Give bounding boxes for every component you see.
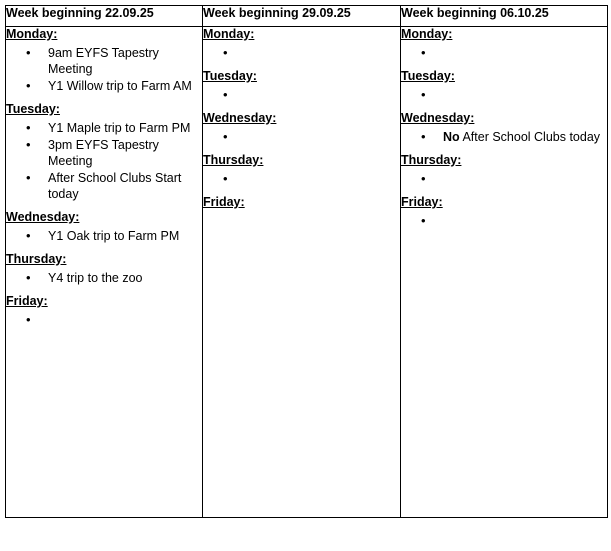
day-event-list xyxy=(401,87,607,103)
diary-dates-table xyxy=(5,5,608,518)
list-item-text: 9am EYFS Tapestry Meeting xyxy=(48,46,159,76)
day-event-list xyxy=(203,129,400,145)
day-label: Thursday: xyxy=(6,252,67,266)
day-event-list xyxy=(401,45,607,61)
table-body-row xyxy=(6,27,608,518)
list-item xyxy=(223,45,400,61)
list-item xyxy=(421,213,607,229)
table-header-row xyxy=(6,6,608,27)
day-label: Tuesday: xyxy=(203,69,257,83)
day-event-list xyxy=(203,171,400,187)
list-item-text: Y1 Maple trip to Farm PM xyxy=(48,121,191,135)
column-header-week-2: Week beginning 29.09.25 xyxy=(203,6,401,27)
list-item xyxy=(223,171,400,187)
list-item-text: After School Clubs Start today xyxy=(48,171,182,201)
list-item xyxy=(223,129,400,145)
list-item xyxy=(421,87,607,103)
column-body-week-3 xyxy=(401,27,608,518)
list-item xyxy=(26,78,202,94)
day-label: Monday: xyxy=(6,27,58,41)
list-item xyxy=(421,171,607,187)
day-label: Thursday: xyxy=(401,153,462,167)
day-event-list xyxy=(6,228,202,244)
day-label: Monday: xyxy=(401,27,453,41)
day-label: Thursday: xyxy=(203,153,264,167)
list-item xyxy=(26,228,202,244)
day-event-list xyxy=(401,171,607,187)
day-label: Monday: xyxy=(203,27,255,41)
day-label: Tuesday: xyxy=(6,102,60,116)
day-event-list xyxy=(401,129,607,145)
emphasis-text: No xyxy=(443,130,460,144)
day-event-list xyxy=(6,120,202,202)
list-item xyxy=(26,312,202,328)
day-label: Wednesday: xyxy=(6,210,80,224)
day-event-list xyxy=(6,312,202,328)
day-label: Wednesday: xyxy=(203,111,277,125)
day-event-list xyxy=(203,45,400,61)
day-label: Friday: xyxy=(401,195,443,209)
day-label: Tuesday: xyxy=(401,69,455,83)
day-event-list xyxy=(203,87,400,103)
list-item xyxy=(26,120,202,136)
day-label: Friday: xyxy=(203,195,245,209)
column-body-week-2 xyxy=(203,27,401,518)
list-item-text: Y4 trip to the zoo xyxy=(48,271,143,285)
list-item xyxy=(421,45,607,61)
day-event-list xyxy=(6,45,202,94)
list-item xyxy=(421,129,607,145)
column-header-week-1: Week beginning 22.09.25 xyxy=(6,6,203,27)
list-item xyxy=(26,270,202,286)
list-item-text: 3pm EYFS Tapestry Meeting xyxy=(48,138,159,168)
day-label: Wednesday: xyxy=(401,111,475,125)
list-item xyxy=(26,137,202,169)
column-body-week-1 xyxy=(6,27,203,518)
day-event-list xyxy=(401,213,607,229)
list-item-text: Y1 Oak trip to Farm PM xyxy=(48,229,180,243)
list-item-text: After School Clubs today xyxy=(459,130,601,144)
list-item xyxy=(26,45,202,77)
list-item xyxy=(26,170,202,202)
column-header-week-3: Week beginning 06.10.25 xyxy=(401,6,608,27)
list-item-text: Y1 Willow trip to Farm AM xyxy=(48,79,192,93)
list-item xyxy=(223,87,400,103)
day-event-list xyxy=(6,270,202,286)
day-label: Friday: xyxy=(6,294,48,308)
